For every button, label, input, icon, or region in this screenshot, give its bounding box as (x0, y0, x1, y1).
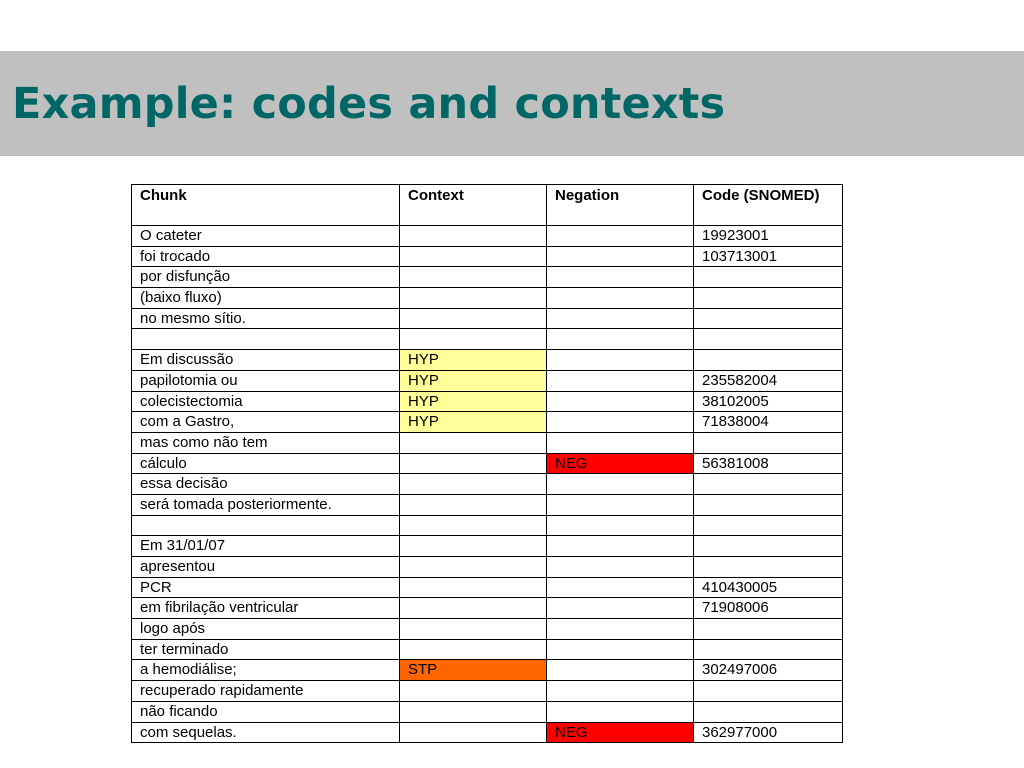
table-row (132, 308, 843, 329)
code-cell: 56381008 (694, 453, 843, 474)
code-cell: 71908006 (694, 598, 843, 619)
negation-cell (547, 412, 694, 433)
table-row (132, 660, 843, 681)
table-row (132, 722, 843, 743)
negation-cell (547, 350, 694, 371)
context-cell (400, 701, 547, 722)
code-cell (694, 515, 843, 536)
code-cell: 302497006 (694, 660, 843, 681)
context-cell (400, 681, 547, 702)
negation-cell (547, 536, 694, 557)
code-cell: 103713001 (694, 246, 843, 267)
table-row (132, 681, 843, 702)
chunk-cell: ter terminado (132, 639, 400, 660)
negation-cell (547, 494, 694, 515)
chunk-cell (132, 515, 400, 536)
code-cell (694, 350, 843, 371)
chunk-cell: a hemodiálise; (132, 660, 400, 681)
table-row (132, 350, 843, 371)
header-context: Context (400, 185, 547, 226)
negation-cell (547, 681, 694, 702)
chunk-cell: foi trocado (132, 246, 400, 267)
context-cell (400, 432, 547, 453)
chunk-cell (132, 329, 400, 350)
context-cell (400, 453, 547, 474)
context-cell (400, 598, 547, 619)
code-cell: 410430005 (694, 577, 843, 598)
negation-cell (547, 639, 694, 660)
table-row (132, 557, 843, 578)
context-cell: HYP (400, 412, 547, 433)
chunk-cell: recuperado rapidamente (132, 681, 400, 702)
chunk-cell: apresentou (132, 557, 400, 578)
context-cell: HYP (400, 350, 547, 371)
chunk-cell: O cateter (132, 226, 400, 247)
negation-cell (547, 660, 694, 681)
table-row (132, 246, 843, 267)
code-cell (694, 681, 843, 702)
table-row (132, 453, 843, 474)
negation-cell (547, 267, 694, 288)
context-cell (400, 246, 547, 267)
chunk-cell: com sequelas. (132, 722, 400, 743)
chunk-cell: papilotomia ou (132, 370, 400, 391)
chunk-cell: (baixo fluxo) (132, 288, 400, 309)
code-cell: 19923001 (694, 226, 843, 247)
negation-cell (547, 391, 694, 412)
code-cell (694, 329, 843, 350)
context-cell (400, 288, 547, 309)
codes-table (131, 184, 843, 743)
context-cell (400, 639, 547, 660)
negation-cell (547, 226, 694, 247)
context-cell: HYP (400, 370, 547, 391)
context-cell (400, 722, 547, 743)
chunk-cell: colecistectomia (132, 391, 400, 412)
context-cell (400, 619, 547, 640)
negation-cell (547, 370, 694, 391)
negation-cell: NEG (547, 722, 694, 743)
context-cell (400, 494, 547, 515)
context-cell: STP (400, 660, 547, 681)
table-row (132, 288, 843, 309)
context-cell (400, 226, 547, 247)
chunk-cell: com a Gastro, (132, 412, 400, 433)
context-cell (400, 515, 547, 536)
code-cell (694, 288, 843, 309)
negation-cell (547, 308, 694, 329)
code-cell: 71838004 (694, 412, 843, 433)
table-row (132, 267, 843, 288)
header-code: Code (SNOMED) (694, 185, 843, 226)
table-row (132, 432, 843, 453)
context-cell (400, 474, 547, 495)
code-cell: 235582004 (694, 370, 843, 391)
table-row (132, 536, 843, 557)
chunk-cell: no mesmo sítio. (132, 308, 400, 329)
negation-cell (547, 515, 694, 536)
code-cell: 38102005 (694, 391, 843, 412)
negation-cell (547, 432, 694, 453)
table-row (132, 226, 843, 247)
table-row (132, 619, 843, 640)
header-chunk: Chunk (132, 185, 400, 226)
code-cell (694, 557, 843, 578)
table-row (132, 639, 843, 660)
slide-title: Example: codes and contexts (12, 79, 726, 129)
code-cell (694, 474, 843, 495)
negation-cell: NEG (547, 453, 694, 474)
negation-cell (547, 557, 694, 578)
table-row (132, 598, 843, 619)
table-row (132, 494, 843, 515)
negation-cell (547, 598, 694, 619)
chunk-cell: será tomada posteriormente. (132, 494, 400, 515)
negation-cell (547, 619, 694, 640)
negation-cell (547, 329, 694, 350)
chunk-cell: logo após (132, 619, 400, 640)
title-bar (0, 51, 1024, 156)
chunk-cell: PCR (132, 577, 400, 598)
table-row (132, 370, 843, 391)
table-row (132, 577, 843, 598)
context-cell (400, 308, 547, 329)
chunk-cell: Em 31/01/07 (132, 536, 400, 557)
header-negation: Negation (547, 185, 694, 226)
context-cell (400, 267, 547, 288)
header-row (132, 185, 843, 226)
chunk-cell: cálculo (132, 453, 400, 474)
code-cell (694, 536, 843, 557)
table-row (132, 391, 843, 412)
negation-cell (547, 577, 694, 598)
chunk-cell: por disfunção (132, 267, 400, 288)
context-cell: HYP (400, 391, 547, 412)
code-cell (694, 308, 843, 329)
chunk-cell: não ficando (132, 701, 400, 722)
code-cell (694, 494, 843, 515)
context-cell (400, 329, 547, 350)
context-cell (400, 557, 547, 578)
table-row (132, 329, 843, 350)
negation-cell (547, 288, 694, 309)
code-cell: 362977000 (694, 722, 843, 743)
table-row (132, 412, 843, 433)
chunk-cell: em fibrilação ventricular (132, 598, 400, 619)
code-cell (694, 701, 843, 722)
context-cell (400, 577, 547, 598)
chunk-cell: Em discussão (132, 350, 400, 371)
negation-cell (547, 246, 694, 267)
code-cell (694, 619, 843, 640)
context-cell (400, 536, 547, 557)
code-cell (694, 639, 843, 660)
negation-cell (547, 474, 694, 495)
table-row (132, 474, 843, 495)
chunk-cell: mas como não tem (132, 432, 400, 453)
table-row (132, 515, 843, 536)
table-row (132, 701, 843, 722)
code-cell (694, 267, 843, 288)
code-cell (694, 432, 843, 453)
negation-cell (547, 701, 694, 722)
chunk-cell: essa decisão (132, 474, 400, 495)
